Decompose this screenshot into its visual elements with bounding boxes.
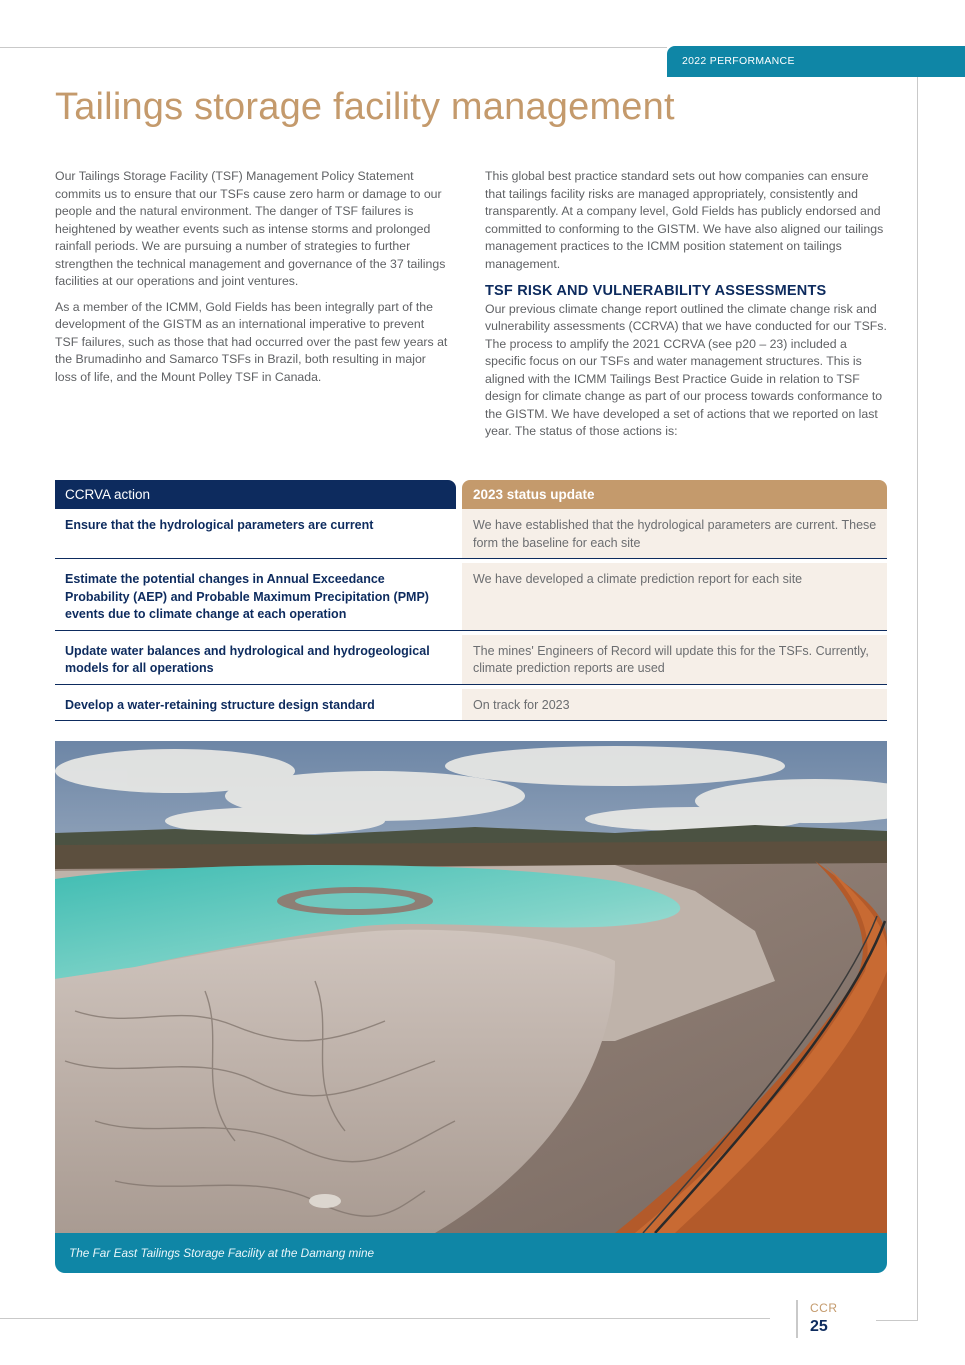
- table-row: [55, 509, 887, 559]
- status-cell: The mines' Engineers of Record will update this for the TSFs. Currently, climate prediction reports are used: [462, 635, 887, 684]
- paragraph: As a member of the ICMM, Gold Fields has been integrally part of the development of the GISTM as an international imperative to prevent TSF failures, such as those that had occurred over the past few years at the Brumadinho and Samarco TSFs in Brazil, both resulting in major loss of life, and the Mount Polley TSF in Canada.: [55, 299, 448, 384]
- paragraph: This global best practice standard sets out how companies can ensure that tailings facility risks are managed appropriately, consistently and transparently. At a company level, Gold Fields has publicly endorsed and committed to conforming to the GISTM. We have also aligned our tailings management practices to the ICMM position statement on tailings management.: [485, 169, 884, 271]
- paragraph: Our previous climate change report outlined the climate change risk and vulnerability assessments (CCRVA) that we have conducted for our TSFs. The process to amplify the 2021 CCRVA (see p20 – 23) included a specific focus on our TSFs and water management structures. This is aligned with the ICMM Tailings Best Practice Guide in relation to TSF design for climate change as part of our process towards conformance to the GISTM. We have developed a set of actions that we reported on last year. The status of those actions is:: [485, 301, 887, 438]
- action-cell: Develop a water-retaining structure design standard: [65, 697, 375, 712]
- photo-figure: [55, 741, 887, 1273]
- paragraph: Our Tailings Storage Facility (TSF) Management Policy Statement commits us to ensure that our TSFs cause zero harm or damage to our people and the natural environment. The danger of TSF failures is heightened by weather events such as intense storms and prolonged rainfall periods. We are pursuing a number of strategies to further strengthen the technical management and governance of the 37 tailings facilities at our operations and joint ventures.: [55, 169, 446, 288]
- footer-divider: [796, 1300, 798, 1338]
- bottom-rule-right: [876, 1320, 918, 1321]
- action-cell: Ensure that the hydrological parameters are current: [65, 518, 374, 532]
- header-ccrva-action: CCRVA action: [55, 480, 456, 509]
- right-rule: [917, 77, 918, 1321]
- right-column: [485, 168, 890, 449]
- section-tag: 2022 PERFORMANCE: [667, 46, 965, 77]
- tailings-facility-photo: [55, 741, 887, 1233]
- status-cell: We have developed a climate prediction report for each site: [462, 563, 887, 630]
- left-column: [55, 168, 450, 394]
- footer-label: CCR: [810, 1301, 838, 1315]
- status-cell: We have established that the hydrological parameters are current. These form the baseline for each site: [462, 509, 887, 558]
- page-title: Tailings storage facility management: [55, 86, 675, 128]
- table-row: [55, 631, 887, 685]
- table-header: [55, 480, 887, 509]
- page-number: 25: [810, 1318, 828, 1335]
- photo-caption: The Far East Tailings Storage Facility at the Damang mine: [55, 1233, 887, 1273]
- table-row: [55, 685, 887, 722]
- action-cell: Estimate the potential changes in Annual Exceedance Probability (AEP) and Probable Maximum Precipitation (PMP) events due to climate change at each operation: [65, 572, 429, 621]
- table-row: [55, 559, 887, 631]
- action-cell: Update water balances and hydrological and hydrogeological models for all operations: [65, 643, 430, 675]
- top-rule: [0, 47, 667, 48]
- status-cell: On track for 2023: [462, 689, 887, 721]
- ccrva-table: [55, 480, 887, 721]
- header-status-update: 2023 status update: [462, 480, 887, 509]
- section-subheading: TSF RISK AND VULNERABILITY ASSESSMENTS: [485, 283, 827, 299]
- bottom-rule: [0, 1318, 770, 1319]
